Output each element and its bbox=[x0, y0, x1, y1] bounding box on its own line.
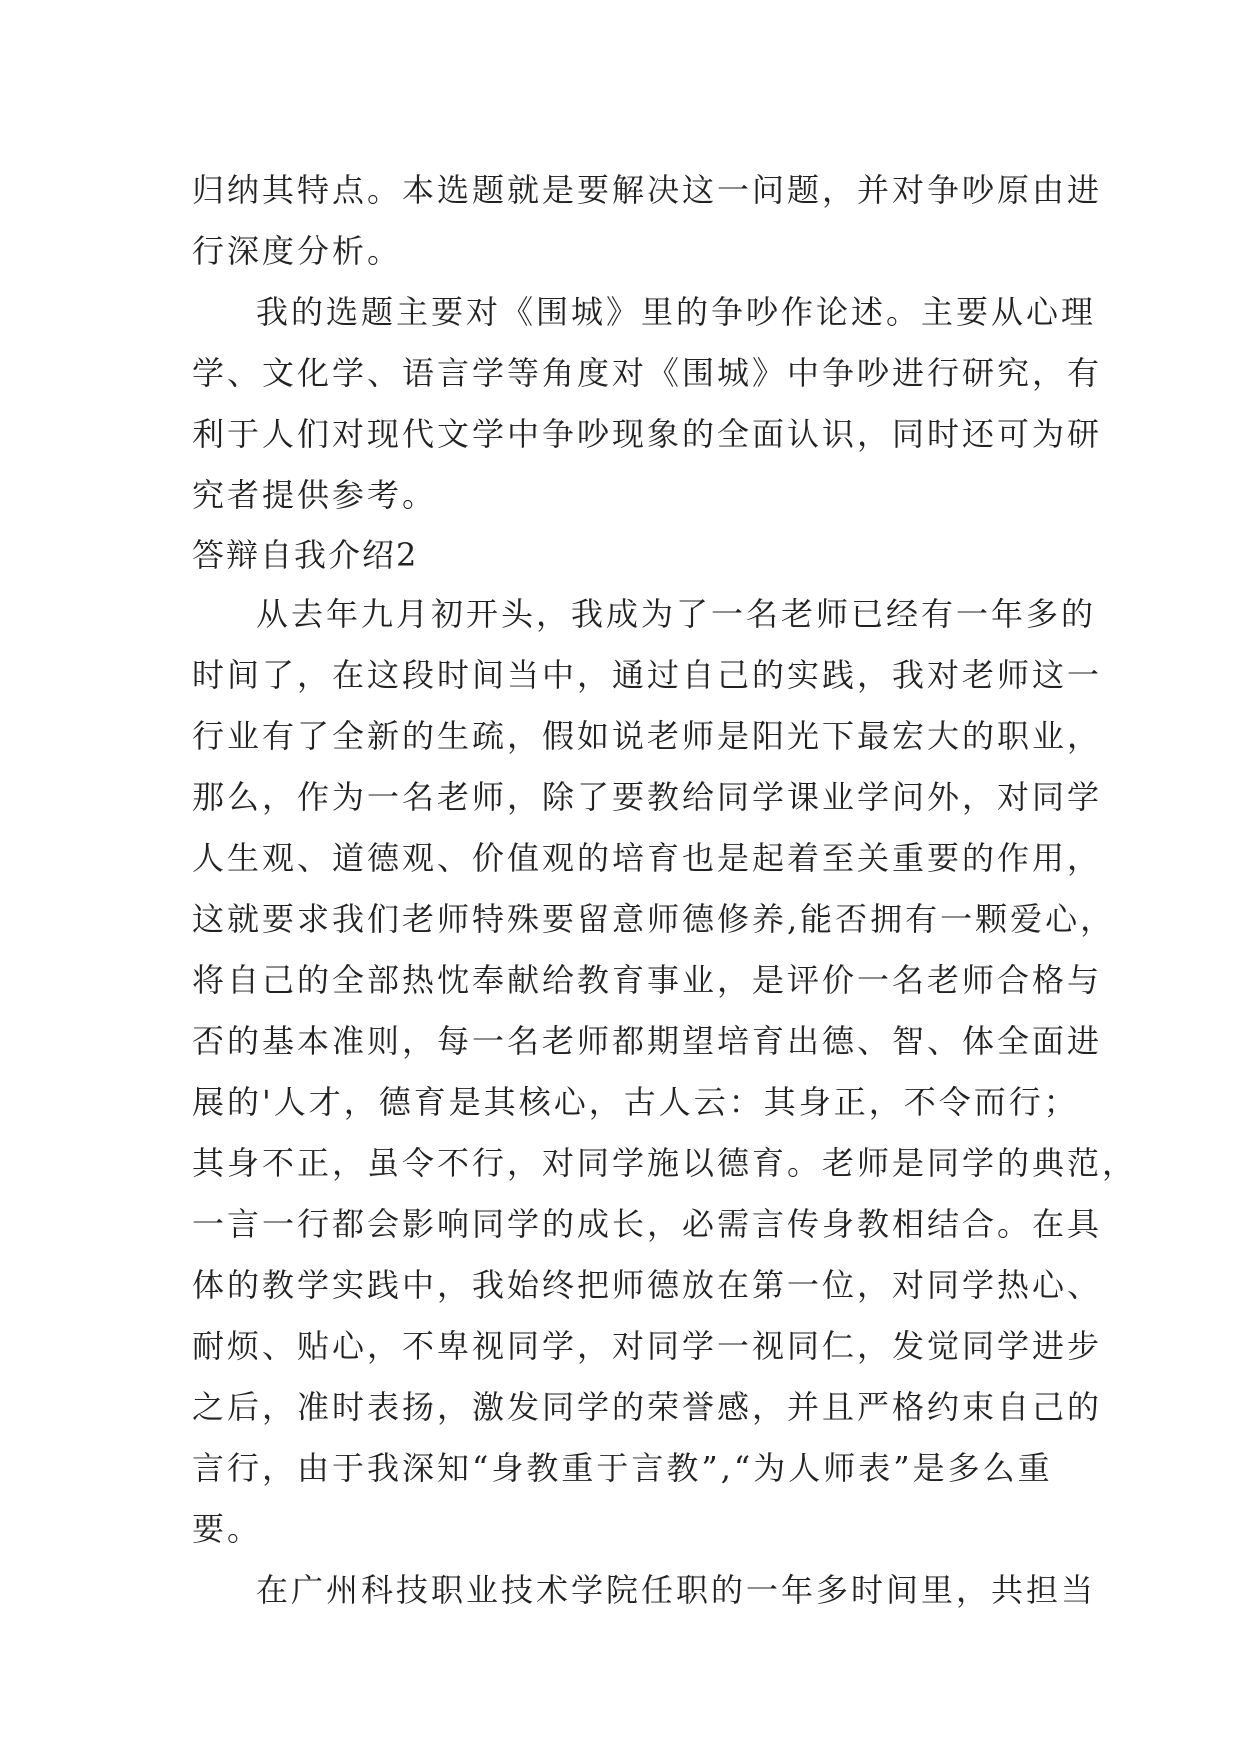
paragraph-line: 那么，作为一名老师，除了要教给同学课业学问外，对同学 bbox=[192, 778, 1103, 816]
paragraph-line: 展的'人才，德育是其核心，古人云：其身正，不令而行； bbox=[192, 1083, 1079, 1121]
paragraph-line: 行业有了全新的生疏，假如说老师是阳光下最宏大的职业， bbox=[192, 717, 1103, 755]
paragraph-line: 归纳其特点。本选题就是要解决这一问题，并对争吵原由进 bbox=[192, 171, 1103, 209]
document-body bbox=[192, 160, 1138, 1621]
paragraph-line: 将自己的全部热忱奉献给教育事业，是评价一名老师合格与 bbox=[192, 961, 1103, 999]
paragraph-line: 利于人们对现代文学中争吵现象的全面认识，同时还可为研 bbox=[192, 415, 1103, 453]
paragraph-line: 我的选题主要对《围城》里的争吵作论述。主要从心理 bbox=[256, 293, 1097, 331]
paragraph-line: 言行，由于我深知“身教重于言教”,“为人师表”是多么重 bbox=[192, 1449, 1053, 1487]
paragraph-line: 要。 bbox=[192, 1510, 263, 1548]
paragraph-line: 一言一行都会影响同学的成长，必需言传身教相结合。在具 bbox=[192, 1205, 1103, 1243]
paragraph-line: 这就要求我们老师特殊要留意师德修养,能否拥有一颗爱心， bbox=[192, 900, 1116, 938]
paragraph-line: 耐烦、贴心，不卑视同学，对同学一视同仁，发觉同学进步 bbox=[192, 1327, 1103, 1365]
paragraph-line: 时间了，在这段时间当中，通过自己的实践，我对老师这一 bbox=[192, 656, 1103, 694]
section-heading: 答辩自我介绍2 bbox=[192, 536, 419, 574]
paragraph-line: 体的教学实践中，我始终把师德放在第一位，对同学热心、 bbox=[192, 1266, 1103, 1304]
paragraph-line: 其身不正，虽令不行，对同学施以德育。老师是同学的典范， bbox=[192, 1144, 1138, 1182]
paragraph-line: 学、文化学、语言学等角度对《围城》中争吵进行研究，有 bbox=[192, 354, 1103, 392]
paragraph-line: 从去年九月初开头，我成为了一名老师已经有一年多的 bbox=[256, 595, 1097, 633]
paragraph-line: 行深度分析。 bbox=[192, 232, 403, 270]
paragraph-line: 究者提供参考。 bbox=[192, 476, 438, 514]
paragraph-line: 在广州科技职业技术学院任职的一年多时间里，共担当 bbox=[256, 1571, 1097, 1609]
paragraph-line: 否的基本准则，每一名老师都期望培育出德、智、体全面进 bbox=[192, 1022, 1103, 1060]
paragraph-line: 人生观、道德观、价值观的培育也是起着至关重要的作用， bbox=[192, 839, 1103, 877]
paragraph-line: 之后，准时表扬，激发同学的荣誉感，并且严格约束自己的 bbox=[192, 1388, 1103, 1426]
